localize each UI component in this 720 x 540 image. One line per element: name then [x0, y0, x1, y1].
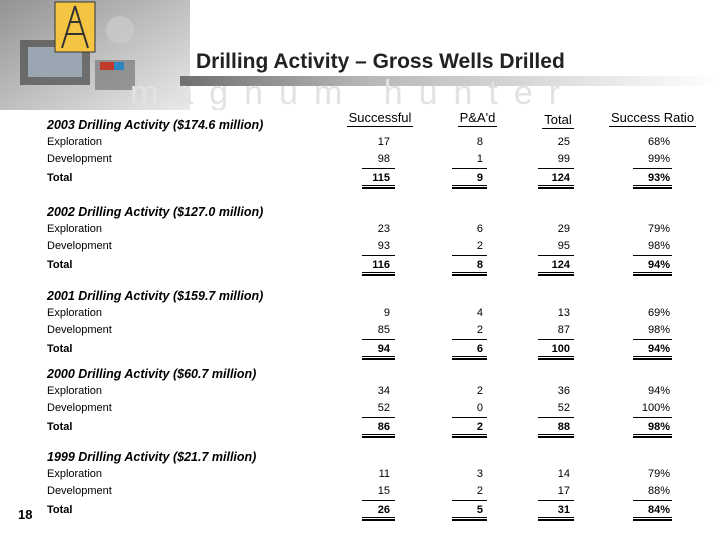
row-label: Development [47, 324, 112, 336]
subtotal-underline [362, 339, 395, 340]
row-label: Total [47, 343, 73, 355]
cell-ratio: 98% [647, 421, 670, 433]
total-double-underline [452, 272, 487, 276]
total-double-underline [452, 517, 487, 521]
total-row [0, 343, 720, 359]
cell-successful: 15 [377, 485, 390, 497]
section-title: 2001 Drilling Activity ($159.7 million) [47, 289, 264, 303]
cell-pad: 8 [476, 259, 483, 271]
cell-total: 17 [557, 485, 570, 497]
cell-successful: 86 [377, 421, 390, 433]
table-row [0, 223, 720, 239]
cell-ratio: 94% [647, 343, 670, 355]
cell-pad: 0 [476, 402, 483, 414]
table-row [0, 136, 720, 152]
table-row [0, 385, 720, 401]
total-double-underline [362, 185, 395, 189]
subtotal-underline [538, 500, 574, 501]
total-double-underline [633, 517, 672, 521]
cell-ratio: 84% [647, 504, 670, 516]
total-double-underline [633, 272, 672, 276]
cell-ratio: 68% [647, 136, 670, 148]
cell-ratio: 100% [641, 402, 670, 414]
row-label: Development [47, 485, 112, 497]
cell-ratio: 98% [647, 240, 670, 252]
cell-total: 52 [557, 402, 570, 414]
column-header-success-ratio: Success Ratio [610, 110, 695, 125]
subtotal-underline [538, 168, 574, 169]
cell-total: 124 [551, 259, 570, 271]
subtotal-underline [362, 417, 395, 418]
subtotal-underline [362, 168, 395, 169]
cell-pad: 2 [476, 485, 483, 497]
subtotal-underline [362, 500, 395, 501]
total-row [0, 421, 720, 437]
cell-ratio: 93% [647, 172, 670, 184]
column-header-total: Total [544, 112, 572, 127]
section-title: 1999 Drilling Activity ($21.7 million) [47, 450, 257, 464]
total-double-underline [538, 272, 574, 276]
cell-pad: 6 [476, 223, 483, 235]
total-double-underline [538, 356, 574, 360]
cell-pad: 2 [476, 421, 483, 433]
cell-pad: 2 [476, 324, 483, 336]
subtotal-underline [633, 500, 672, 501]
cell-ratio: 94% [647, 385, 670, 397]
cell-total: 88 [557, 421, 570, 433]
cell-total: 100 [551, 343, 570, 355]
subtotal-underline [633, 255, 672, 256]
subtotal-underline [538, 255, 574, 256]
row-label: Development [47, 153, 112, 165]
cell-total: 29 [557, 223, 570, 235]
cell-successful: 94 [377, 343, 390, 355]
section-title: 2000 Drilling Activity ($60.7 million) [47, 367, 257, 381]
row-label: Development [47, 240, 112, 252]
row-label: Development [47, 402, 112, 414]
total-double-underline [452, 185, 487, 189]
total-double-underline [538, 434, 574, 438]
cell-successful: 26 [377, 504, 390, 516]
section-title: 2002 Drilling Activity ($127.0 million) [47, 205, 264, 219]
table-row [0, 324, 720, 340]
total-double-underline [362, 356, 395, 360]
row-label: Exploration [47, 307, 103, 319]
row-label: Total [47, 421, 73, 433]
watermark-text: magnum hunter [130, 74, 577, 110]
row-label: Total [47, 172, 73, 184]
cell-pad: 5 [476, 504, 483, 516]
row-label: Total [47, 504, 73, 516]
cell-ratio: 79% [647, 468, 670, 480]
row-label: Exploration [47, 136, 103, 148]
subtotal-underline [452, 417, 487, 418]
total-row [0, 259, 720, 275]
section-title: 2003 Drilling Activity ($174.6 million) [47, 118, 264, 132]
cell-total: 95 [557, 240, 570, 252]
total-double-underline [538, 185, 574, 189]
total-double-underline [538, 517, 574, 521]
subtotal-underline [452, 168, 487, 169]
table-row [0, 307, 720, 323]
subtotal-underline [362, 255, 395, 256]
cell-successful: 52 [377, 402, 390, 414]
cell-pad: 9 [476, 172, 483, 184]
cell-successful: 34 [377, 385, 390, 397]
row-label: Exploration [47, 223, 103, 235]
total-double-underline [362, 272, 395, 276]
cell-total: 87 [557, 324, 570, 336]
subtotal-underline [633, 339, 672, 340]
cell-ratio: 69% [647, 307, 670, 319]
subtotal-underline [538, 417, 574, 418]
cell-successful: 9 [383, 307, 390, 319]
total-double-underline [633, 434, 672, 438]
row-label: Total [47, 259, 73, 271]
cell-total: 124 [551, 172, 570, 184]
cell-pad: 6 [476, 343, 483, 355]
total-double-underline [633, 185, 672, 189]
column-header-pad: P&A'd [459, 110, 496, 125]
cell-ratio: 98% [647, 324, 670, 336]
cell-successful: 23 [377, 223, 390, 235]
cell-total: 99 [557, 153, 570, 165]
company-logo-icon [55, 2, 95, 52]
cell-successful: 115 [372, 172, 390, 184]
cell-successful: 116 [372, 259, 390, 271]
table-row [0, 240, 720, 256]
cell-pad: 3 [476, 468, 483, 480]
cell-ratio: 99% [647, 153, 670, 165]
cell-ratio: 88% [647, 485, 670, 497]
subtotal-underline [633, 168, 672, 169]
cell-successful: 17 [377, 136, 390, 148]
cell-successful: 11 [378, 468, 390, 480]
total-double-underline [362, 517, 395, 521]
cell-successful: 98 [377, 153, 390, 165]
subtotal-underline [452, 255, 487, 256]
cell-total: 25 [557, 136, 570, 148]
subtotal-underline [452, 339, 487, 340]
table-row [0, 402, 720, 418]
total-double-underline [452, 434, 487, 438]
page-number: 18 [18, 507, 33, 522]
row-label: Exploration [47, 468, 103, 480]
cell-pad: 2 [476, 385, 483, 397]
row-label: Exploration [47, 385, 103, 397]
cell-ratio: 94% [647, 259, 670, 271]
table-row [0, 153, 720, 169]
cell-total: 36 [557, 385, 570, 397]
cell-total: 13 [557, 307, 570, 319]
subtotal-underline [633, 417, 672, 418]
total-double-underline [452, 356, 487, 360]
total-row [0, 172, 720, 188]
cell-total: 31 [557, 504, 570, 516]
cell-successful: 93 [377, 240, 390, 252]
cell-pad: 8 [476, 136, 483, 148]
cell-pad: 2 [476, 240, 483, 252]
subtotal-underline [538, 339, 574, 340]
cell-successful: 85 [377, 324, 390, 336]
cell-ratio: 79% [647, 223, 670, 235]
subtotal-underline [452, 500, 487, 501]
total-double-underline [633, 356, 672, 360]
total-double-underline [362, 434, 395, 438]
total-row [0, 504, 720, 520]
cell-pad: 1 [476, 153, 483, 165]
cell-total: 14 [557, 468, 570, 480]
cell-pad: 4 [476, 307, 483, 319]
page-title: Drilling Activity – Gross Wells Drilled [196, 50, 565, 73]
table-row [0, 468, 720, 484]
table-row [0, 485, 720, 501]
column-header-successful: Successful [348, 110, 412, 125]
